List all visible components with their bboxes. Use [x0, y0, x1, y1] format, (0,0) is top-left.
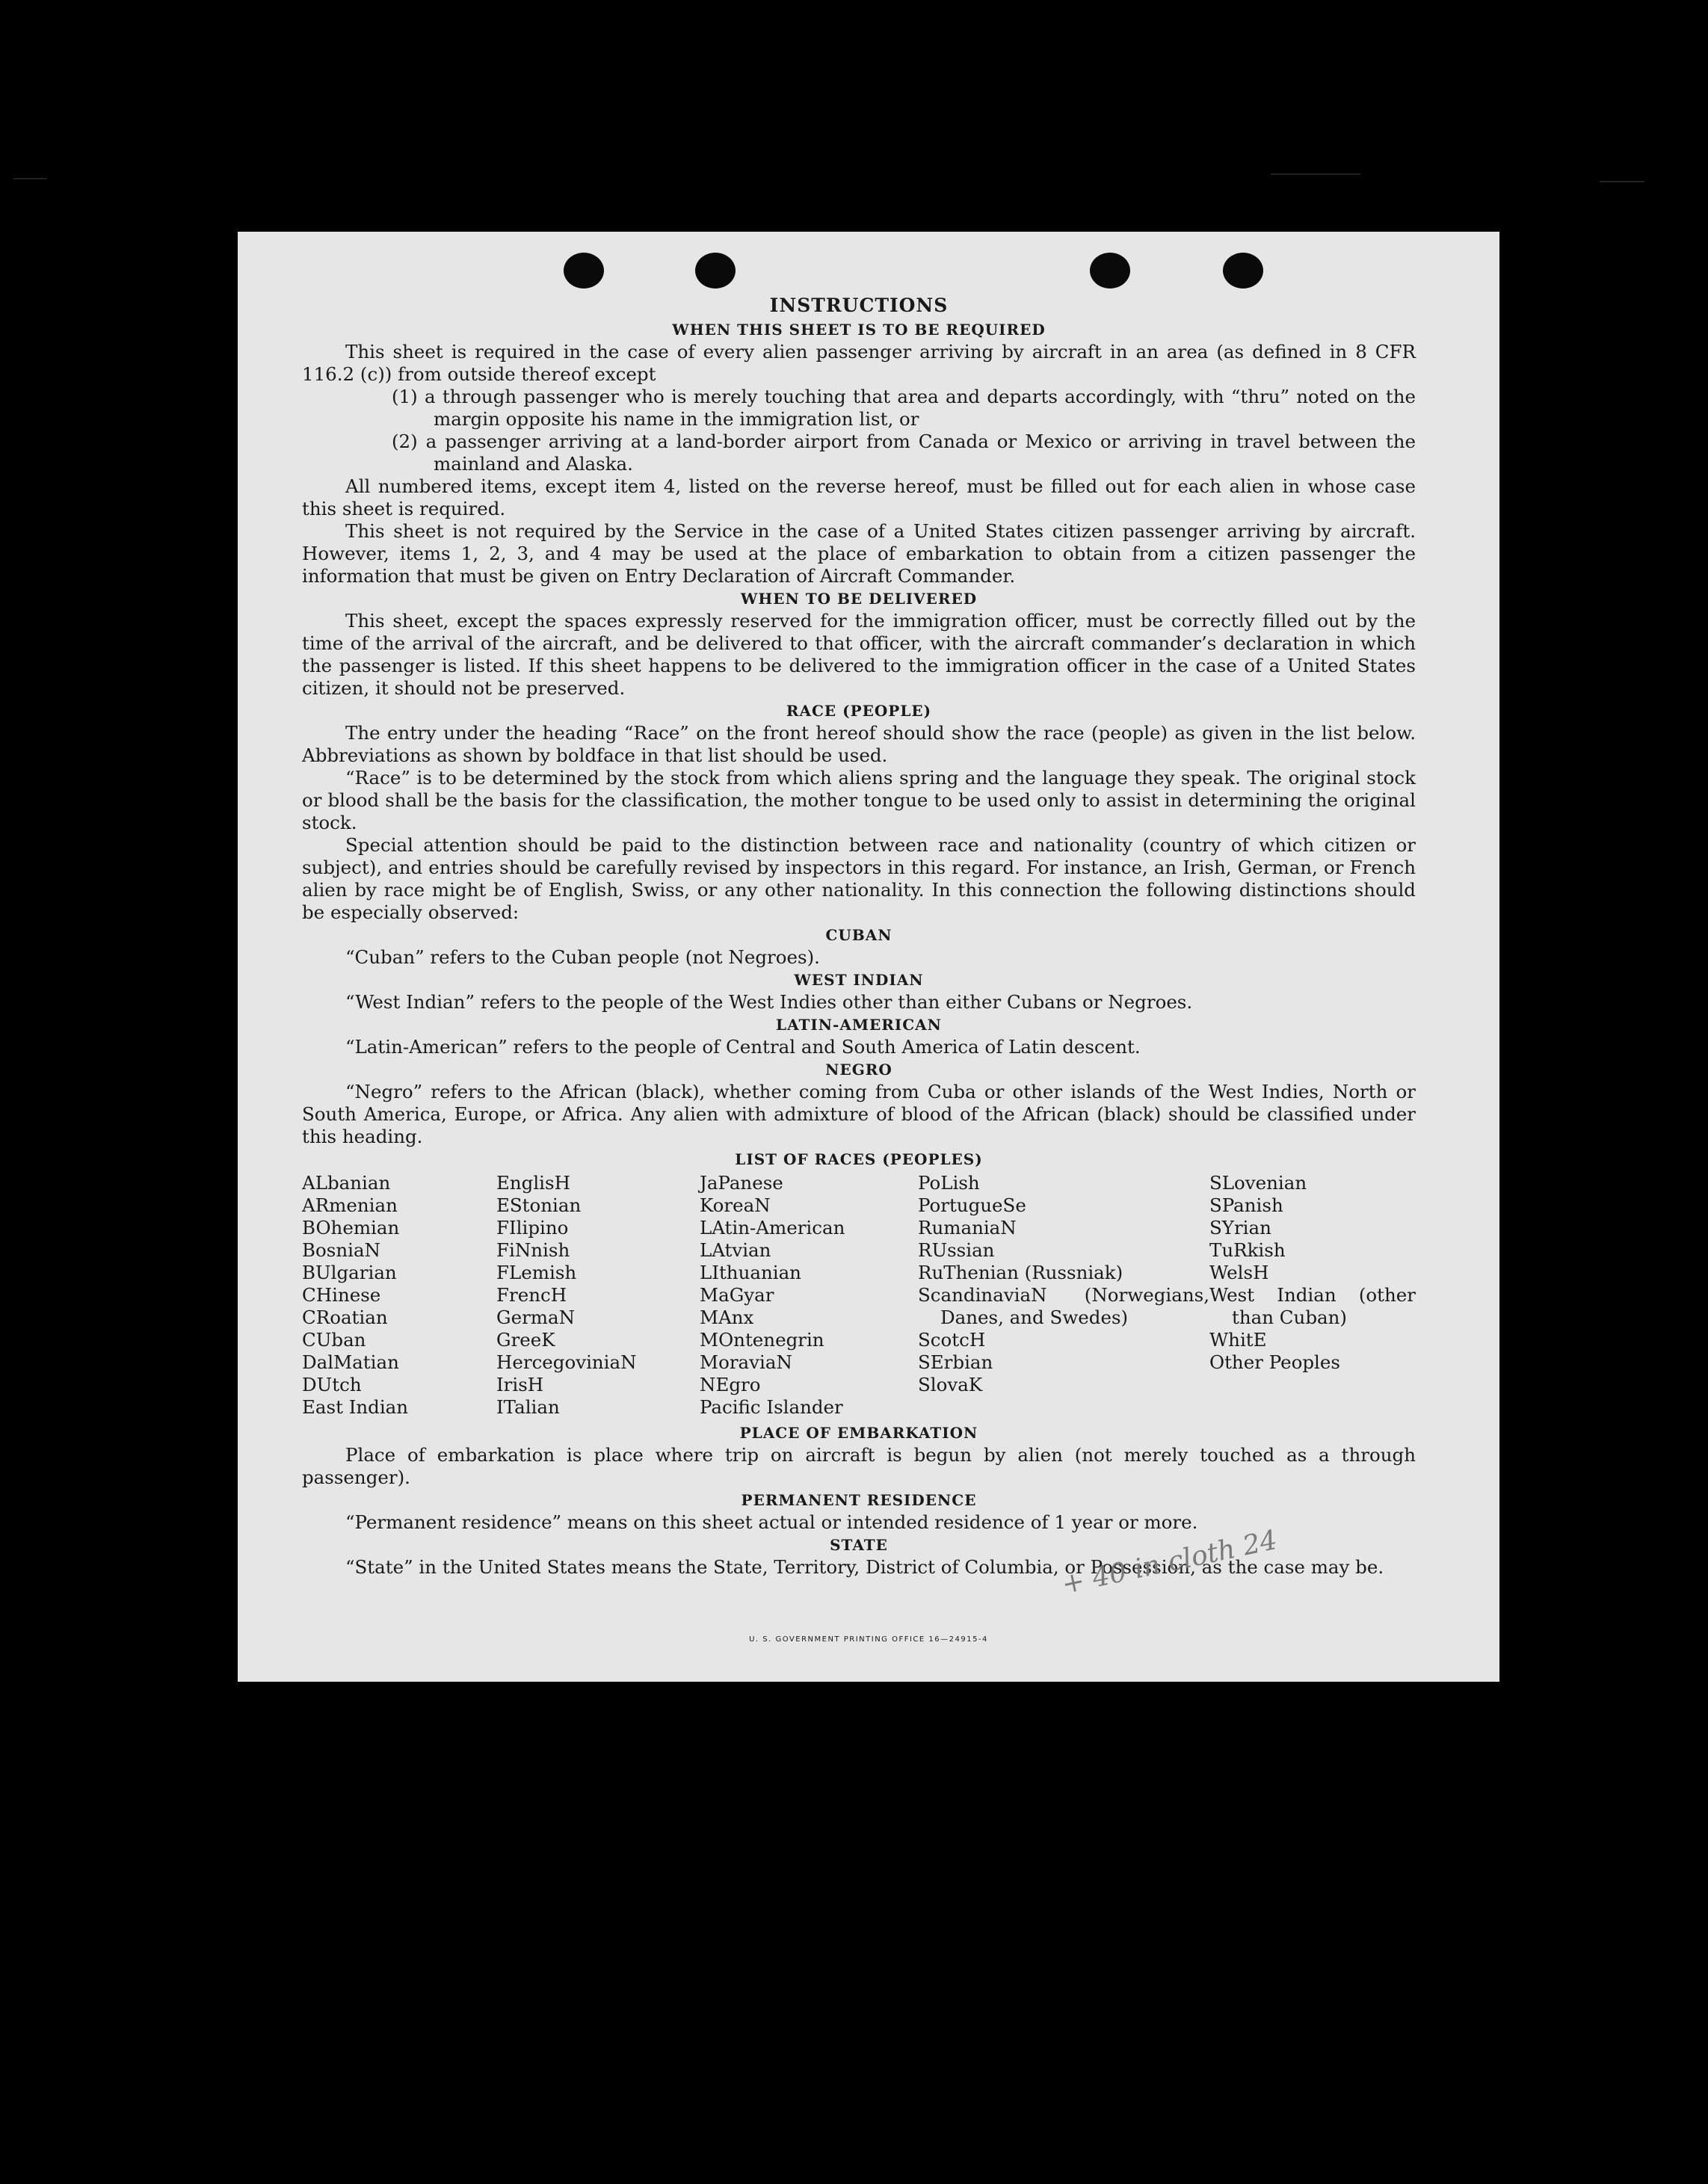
heading-negro: NEGRO [825, 1061, 892, 1079]
paragraph: All numbered items, except item 4, listed on the reverse hereof, must be filled out for each alien in whose case this sheet is required. [302, 475, 1416, 519]
race-entry: SErbian [918, 1351, 993, 1373]
race-entry: JaPanese [700, 1172, 783, 1194]
race-entry: CRoatian [302, 1307, 388, 1328]
race-entry: SlovaK [918, 1374, 983, 1395]
race-list [302, 1172, 1416, 1419]
race-entry: BosniaN [302, 1239, 380, 1261]
race-entry: Pacific Islander [700, 1396, 843, 1418]
handwritten-note: + 40 in cloth 24 [1058, 1524, 1280, 1601]
page-title: INSTRUCTIONS [769, 294, 949, 316]
race-entry: LAtvian [700, 1239, 771, 1261]
race-entry: RuThenian (Russniak) [918, 1262, 1123, 1283]
heading-cuban: CUBAN [825, 926, 892, 944]
paragraph: The entry under the heading “Race” on the front hereof should show the race (people) as given in the list below. Abbreviations as shown by boldface in that list should be used. [302, 722, 1416, 766]
race-entry: BUlgarian [302, 1262, 397, 1283]
paragraph: “West Indian” refers to the people of the West Indies other than either Cubans or Negroes. [345, 991, 1193, 1013]
heading-when-required: WHEN THIS SHEET IS TO BE REQUIRED [672, 321, 1046, 339]
race-column [496, 1172, 700, 1419]
race-column [700, 1172, 918, 1419]
punch-hole [1223, 253, 1263, 289]
race-entry: FiNnish [496, 1239, 570, 1261]
document-sheet [238, 232, 1499, 1682]
race-entry: RumaniaN [918, 1217, 1017, 1238]
list-item: (2) a passenger arriving at a land-border airport from Canada or Mexico or arriving in travel between the mainland and Alaska. [392, 431, 1416, 475]
heading-permanent-residence: PERMANENT RESIDENCE [741, 1491, 977, 1509]
scan-artifact [13, 178, 46, 179]
race-entry: NEgro [700, 1374, 761, 1395]
race-entry: WhitE [1209, 1329, 1267, 1351]
paragraph: This sheet, except the spaces expressly reserved for the immigration officer, must be correctly filled out by the time of the arrival of the aircraft, and be delivered to that officer, with the aircraft commander’s declaration in which the passenger is listed. If this sheet happens to be delivered to the immigration officer in the case of a United States citizen, it should not be preserved. [302, 610, 1416, 699]
race-entry: West Indian (other than Cuban) [1209, 1284, 1416, 1328]
race-entry: WelsH [1209, 1262, 1269, 1283]
race-column [1209, 1172, 1416, 1419]
race-entry: EnglisH [496, 1172, 570, 1194]
paragraph: “Latin-American” refers to the people of Central and South America of Latin descent. [345, 1036, 1141, 1058]
race-entry: IrisH [496, 1374, 544, 1395]
race-entry: ARmenian [302, 1194, 398, 1216]
printer-footer: U. S. GOVERNMENT PRINTING OFFICE 16—24915-4 [749, 1635, 988, 1644]
race-entry: SYrian [1209, 1217, 1271, 1238]
heading-when-delivered: WHEN TO BE DELIVERED [740, 590, 978, 608]
race-entry: PoLish [918, 1172, 980, 1194]
race-entry: MoraviaN [700, 1351, 792, 1373]
race-entry: ScandinaviaN (Norwegians, Danes, and Swedes) [918, 1284, 1209, 1328]
race-entry: BOhemian [302, 1217, 400, 1238]
race-entry: FrencH [496, 1284, 567, 1306]
race-column [302, 1172, 496, 1419]
heading-race: RACE (PEOPLE) [786, 702, 932, 720]
race-entry: ALbanian [302, 1172, 391, 1194]
race-entry: KoreaN [700, 1194, 771, 1216]
race-entry: MOntenegrin [700, 1329, 824, 1351]
punch-hole [1090, 253, 1130, 289]
heading-list-of-races: LIST OF RACES (PEOPLES) [735, 1150, 983, 1168]
paragraph: “State” in the United States means the State, Territory, District of Columbia, or Possession, as the case may be. [345, 1556, 1384, 1578]
race-entry: EStonian [496, 1194, 582, 1216]
race-entry: CUban [302, 1329, 366, 1351]
race-entry: LAtin-American [700, 1217, 845, 1238]
race-entry: LIthuanian [700, 1262, 801, 1283]
race-entry: TuRkish [1209, 1239, 1286, 1261]
paragraph: “Race” is to be determined by the stock from which aliens spring and the language they speak. The original stock or blood shall be the basis for the classification, the mother tongue to be used only to assist in determining the original stock. [302, 767, 1416, 833]
scan-artifact [1271, 173, 1360, 175]
heading-latin-american: LATIN-AMERICAN [776, 1016, 942, 1034]
race-entry: MaGyar [700, 1284, 774, 1306]
paragraph: “Cuban” refers to the Cuban people (not Negroes). [345, 946, 820, 968]
race-entry: MAnx [700, 1307, 754, 1328]
race-entry: Other Peoples [1209, 1351, 1340, 1373]
punch-hole [564, 253, 604, 289]
race-entry: East Indian [302, 1396, 409, 1418]
race-entry: PortugueSe [918, 1194, 1026, 1216]
race-entry: SLovenian [1209, 1172, 1307, 1194]
race-entry: ITalian [496, 1396, 560, 1418]
punch-hole [695, 253, 736, 289]
race-entry: DalMatian [302, 1351, 399, 1373]
race-entry: SPanish [1209, 1194, 1283, 1216]
race-entry: HercegoviniaN [496, 1351, 637, 1373]
scan-artifact [1600, 181, 1644, 182]
race-entry: CHinese [302, 1284, 381, 1306]
paragraph: Special attention should be paid to the distinction between race and nationality (country of which citizen or subject), and entries should be carefully revised by inspectors in this regard. For instance, an Irish, German, or French alien by race might be of English, Swiss, or any other nationality. In this connection the following distinctions should be especially observed: [302, 834, 1416, 923]
race-entry: GermaN [496, 1307, 576, 1328]
race-entry: FLemish [496, 1262, 577, 1283]
race-entry: FIlipino [496, 1217, 569, 1238]
paragraph: This sheet is not required by the Service in the case of a United States citizen passenger arriving by aircraft. However, items 1, 2, 3, and 4 may be used at the place of embarkation to obtain from a citizen passenger the information that must be given on Entry Declaration of Aircraft Commander. [302, 520, 1416, 587]
race-entry: DUtch [302, 1374, 362, 1395]
paragraph: This sheet is required in the case of every alien passenger arriving by aircraft in an area (as defined in 8 CFR 116.2 (c)) from outside thereof except [302, 341, 1416, 385]
race-entry: ScotcH [918, 1329, 986, 1351]
heading-state: STATE [830, 1536, 888, 1554]
paragraph: Place of embarkation is place where trip on aircraft is begun by alien (not merely touched as a through passenger). [302, 1444, 1416, 1488]
paragraph: “Permanent residence” means on this sheet actual or intended residence of 1 year or more. [345, 1511, 1198, 1533]
instructions-text [302, 293, 1416, 1579]
race-entry: GreeK [496, 1329, 555, 1351]
race-column [918, 1172, 1209, 1419]
heading-west-indian: WEST INDIAN [794, 971, 924, 989]
race-entry: RUssian [918, 1239, 995, 1261]
list-item: (1) a through passenger who is merely touching that area and departs accordingly, with “thru” noted on the margin opposite his name in the immigration list, or [392, 386, 1416, 430]
paragraph: “Negro” refers to the African (black), whether coming from Cuba or other islands of the West Indies, North or South America, Europe, or Africa. Any alien with admixture of blood of the African (black) should be classified under this heading. [302, 1081, 1416, 1147]
heading-place-of-embarkation: PLACE OF EMBARKATION [739, 1424, 978, 1442]
